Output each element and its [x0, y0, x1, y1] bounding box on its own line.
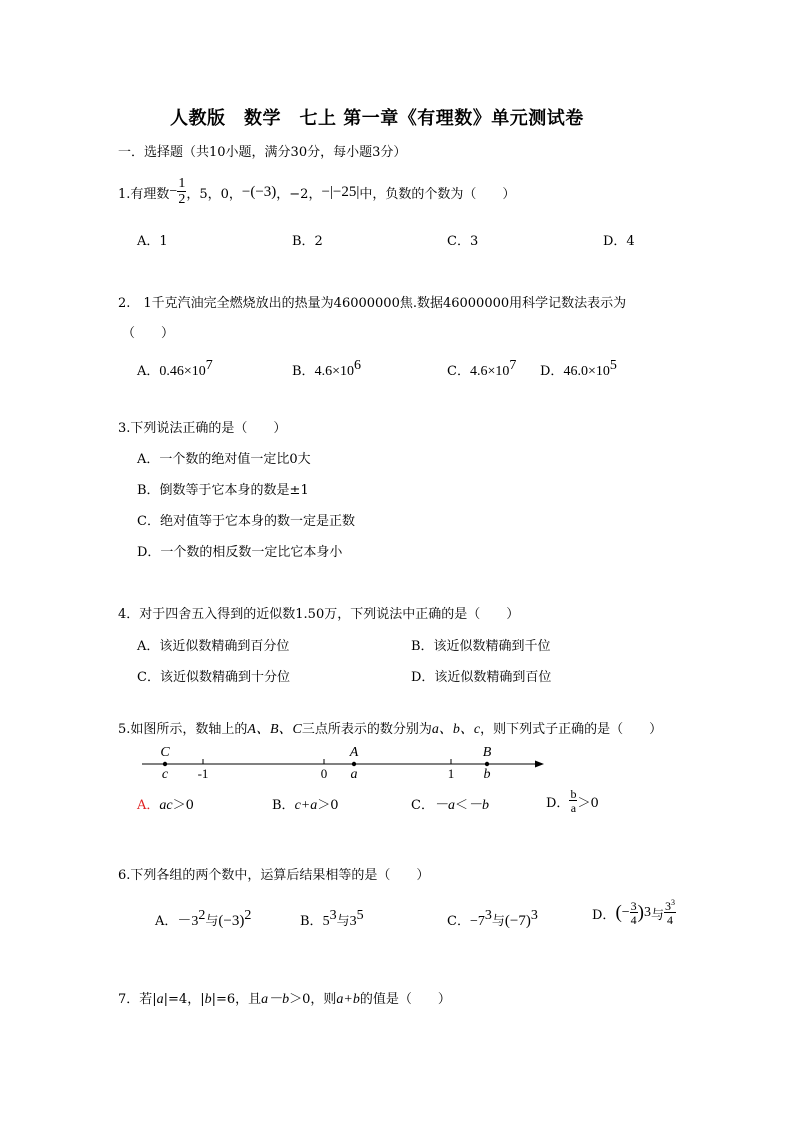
- q6-opt-d-minus: −: [621, 905, 630, 920]
- q1-option-b: B．2: [292, 234, 323, 249]
- q6-opt-a-left-exp: 2: [198, 908, 206, 923]
- q6-opt-d-rparen: ): [637, 902, 644, 923]
- q1-fraction: [177, 177, 186, 207]
- q5-opt-a-label: A．: [137, 798, 160, 813]
- label-neg1: -1: [197, 766, 209, 781]
- q4-option-b: B．该近似数精确到千位: [411, 639, 551, 654]
- q1-post: 中，负数的个数为（ ）: [359, 186, 516, 202]
- q5-opt-c-expr2: －b: [467, 798, 489, 813]
- point-a: [352, 762, 356, 766]
- q2-opt-c-base: 4.6×10: [469, 364, 510, 379]
- q5-stem-pre: 5.如图所示，数轴上的: [118, 722, 248, 737]
- q6-opt-b-left: 5: [322, 914, 330, 929]
- q7-cond: a－b: [261, 992, 290, 1007]
- question-7-stem: [118, 988, 451, 1008]
- q6-option-d: D． ( − $\frac{3}{4}$ ) 3 与 $\frac{3^3}{4}$: [592, 898, 676, 927]
- q5-opt-b-expr: c+a: [294, 798, 318, 813]
- q7-var-a: a: [156, 992, 164, 1007]
- number-line-figure: [140, 740, 550, 785]
- q6-opt-d-right-frac: [664, 900, 676, 926]
- q5-opt-d-num: b: [570, 787, 577, 801]
- q5-option-b: [272, 794, 339, 814]
- q6-opt-c-right: (−7): [504, 913, 531, 929]
- label-A: A: [349, 745, 359, 760]
- q2-opt-a-label: A．: [137, 364, 160, 379]
- q6-opt-d-right-num-exp: 3: [671, 898, 676, 907]
- q5-opt-d-rel: ＞0: [577, 795, 599, 811]
- q2-opt-a-base: 0.46×10: [159, 364, 206, 379]
- q7-cond-rel: ＞0，则: [289, 992, 337, 1007]
- q6-opt-d-right-num: 3: [665, 899, 672, 913]
- q6-opt-a-right-exp: 2: [244, 908, 252, 923]
- q6-opt-d-mid: 与: [651, 907, 665, 923]
- q6-opt-d-right-den: 4: [667, 913, 674, 927]
- q6-option-a: [155, 910, 251, 930]
- q2-opt-b-base: 4.6×10: [314, 364, 354, 379]
- number-line-arrow: [535, 761, 544, 768]
- q6-opt-a-mid: 与: [205, 914, 219, 929]
- q6-opt-b-mid: 与: [336, 914, 350, 929]
- q1-option-d: D．4: [603, 234, 635, 249]
- q5-opt-d-den: a: [570, 801, 577, 815]
- q6-opt-a-label: A．: [155, 914, 178, 929]
- q5-opt-c-rel: ＜: [454, 798, 468, 813]
- q6-opt-c-left: −7: [469, 914, 485, 929]
- q3-option-a: A．一个数的绝对值一定比0大: [137, 452, 311, 467]
- label-c: c: [161, 767, 169, 782]
- q5-opt-d-label: D．: [546, 795, 570, 811]
- label-B: B: [482, 745, 492, 760]
- q5-points: A、B、C: [247, 722, 302, 737]
- q3-option-d: D．一个数的相反数一定比它本身小: [137, 545, 343, 560]
- q2-opt-c-label: C．: [447, 364, 470, 379]
- label-b: b: [483, 767, 491, 782]
- question-2-line1: 2. 1千克汽油完全燃烧放出的热量为46000000焦.数据46000000用科学记数法表示为: [118, 296, 627, 311]
- q5-stem-mid: 三点所表示的数分别为: [301, 722, 432, 737]
- q6-option-b: [300, 910, 364, 930]
- q7-pre: 7．若|: [118, 992, 157, 1007]
- q5-opt-a-expr: ac: [159, 798, 173, 813]
- q6-opt-a-left: －3: [177, 914, 199, 929]
- q5-vars: a、b、c: [431, 722, 481, 737]
- q2-option-d: [540, 360, 617, 380]
- q1-absval: −|−25|: [321, 183, 360, 200]
- question-1-stem: [118, 175, 515, 209]
- q6-opt-b-right-exp: 5: [356, 908, 364, 923]
- q2-opt-b-label: B．: [292, 364, 315, 379]
- q2-opt-d-base: 46.0×10: [563, 364, 610, 379]
- q4-option-d: D．该近似数精确到百位: [411, 670, 552, 685]
- label-a: a: [350, 767, 358, 782]
- q3-option-c: C．绝对值等于它本身的数一定是正数: [137, 514, 355, 529]
- q7-post: 的值是（ ）: [359, 992, 451, 1007]
- q6-opt-b-label: B．: [300, 914, 323, 929]
- q2-opt-d-exp: 5: [609, 358, 617, 373]
- question-3-stem: 3.下列说法正确的是（ ）: [118, 421, 287, 436]
- q4-option-a: A．该近似数精确到百分位: [137, 639, 290, 654]
- q2-option-b: [292, 360, 361, 380]
- q6-opt-b-left-exp: 3: [329, 908, 337, 923]
- question-4-stem: 4．对于四舍五入得到的近似数1.50万，下列说法中正确的是（ ）: [118, 607, 520, 622]
- q2-opt-a-exp: 7: [205, 358, 213, 373]
- q2-opt-b-exp: 6: [353, 358, 361, 373]
- q6-opt-d-left-frac: [630, 900, 638, 926]
- q7-var-b: b: [204, 992, 212, 1007]
- q6-opt-c-label: C．: [447, 914, 470, 929]
- q6-opt-b-right: 3: [349, 914, 357, 929]
- q2-opt-c-exp: 7: [509, 358, 517, 373]
- q1-minus-sign: −: [169, 184, 178, 199]
- q5-stem-post: ，则下列式子正确的是（ ）: [480, 722, 663, 737]
- q5-option-a: [137, 794, 194, 814]
- q7-eq1: |=4，|: [163, 992, 205, 1007]
- label-C: C: [160, 745, 170, 760]
- q6-opt-c-mid: 与: [491, 914, 505, 929]
- q5-opt-b-rel: ＞0: [317, 798, 339, 813]
- q2-option-a: [137, 360, 213, 380]
- q2-opt-d-label: D．: [540, 364, 564, 379]
- q6-option-c: [447, 910, 538, 930]
- q6-opt-d-label: D．: [592, 907, 616, 923]
- q5-opt-c-label: C．: [411, 798, 434, 813]
- label-1: 1: [447, 766, 455, 781]
- q1-neg-paren: −(−3): [241, 183, 277, 200]
- point-b: [485, 762, 489, 766]
- q1-pre: 1.有理数: [118, 186, 170, 202]
- page-title: 人教版 数学 七上 第一章《有理数》单元测试卷: [170, 108, 584, 129]
- section-header: 一．选择题（共10小题，满分30分，每小题3分）: [118, 145, 407, 160]
- q5-opt-d-frac: [569, 788, 577, 814]
- q7-eq2: |=6，且: [211, 992, 262, 1007]
- q6-opt-a-right: (−3): [218, 913, 245, 929]
- q2-option-c: [447, 360, 516, 380]
- q6-opt-c-left-exp: 3: [484, 908, 492, 923]
- q6-opt-d-lparen: (: [615, 902, 622, 923]
- q1-frac-num: 1: [178, 176, 186, 191]
- q5-option-d: [546, 788, 599, 814]
- q5-opt-c-expr1: －a: [433, 798, 455, 813]
- question-2-line2: （ ）: [122, 326, 175, 341]
- point-c: [163, 762, 167, 766]
- q6-opt-d-left-den: 4: [630, 913, 637, 927]
- q5-opt-b-label: B．: [272, 798, 295, 813]
- q6-opt-c-right-exp: 3: [530, 908, 538, 923]
- label-0: 0: [320, 766, 328, 781]
- q7-ask: a+b: [336, 992, 360, 1007]
- q5-option-c: [411, 794, 489, 814]
- question-5-stem: [118, 718, 662, 738]
- q5-opt-a-rel: ＞0: [172, 798, 194, 813]
- q3-option-b: B．倒数等于它本身的数是±1: [137, 483, 309, 498]
- q1-mid2: ，−2，: [276, 186, 322, 202]
- q1-option-c: C．3: [447, 234, 479, 249]
- question-6-stem: 6.下列各组的两个数中，运算后结果相等的是（ ）: [118, 868, 430, 883]
- q1-option-a: A．1: [137, 234, 168, 249]
- q4-option-c: C．该近似数精确到十分位: [137, 670, 290, 685]
- q1-frac-den: 2: [178, 192, 186, 207]
- q1-mid: ，5，0，: [186, 186, 242, 202]
- q6-opt-d-left-num: 3: [630, 899, 637, 913]
